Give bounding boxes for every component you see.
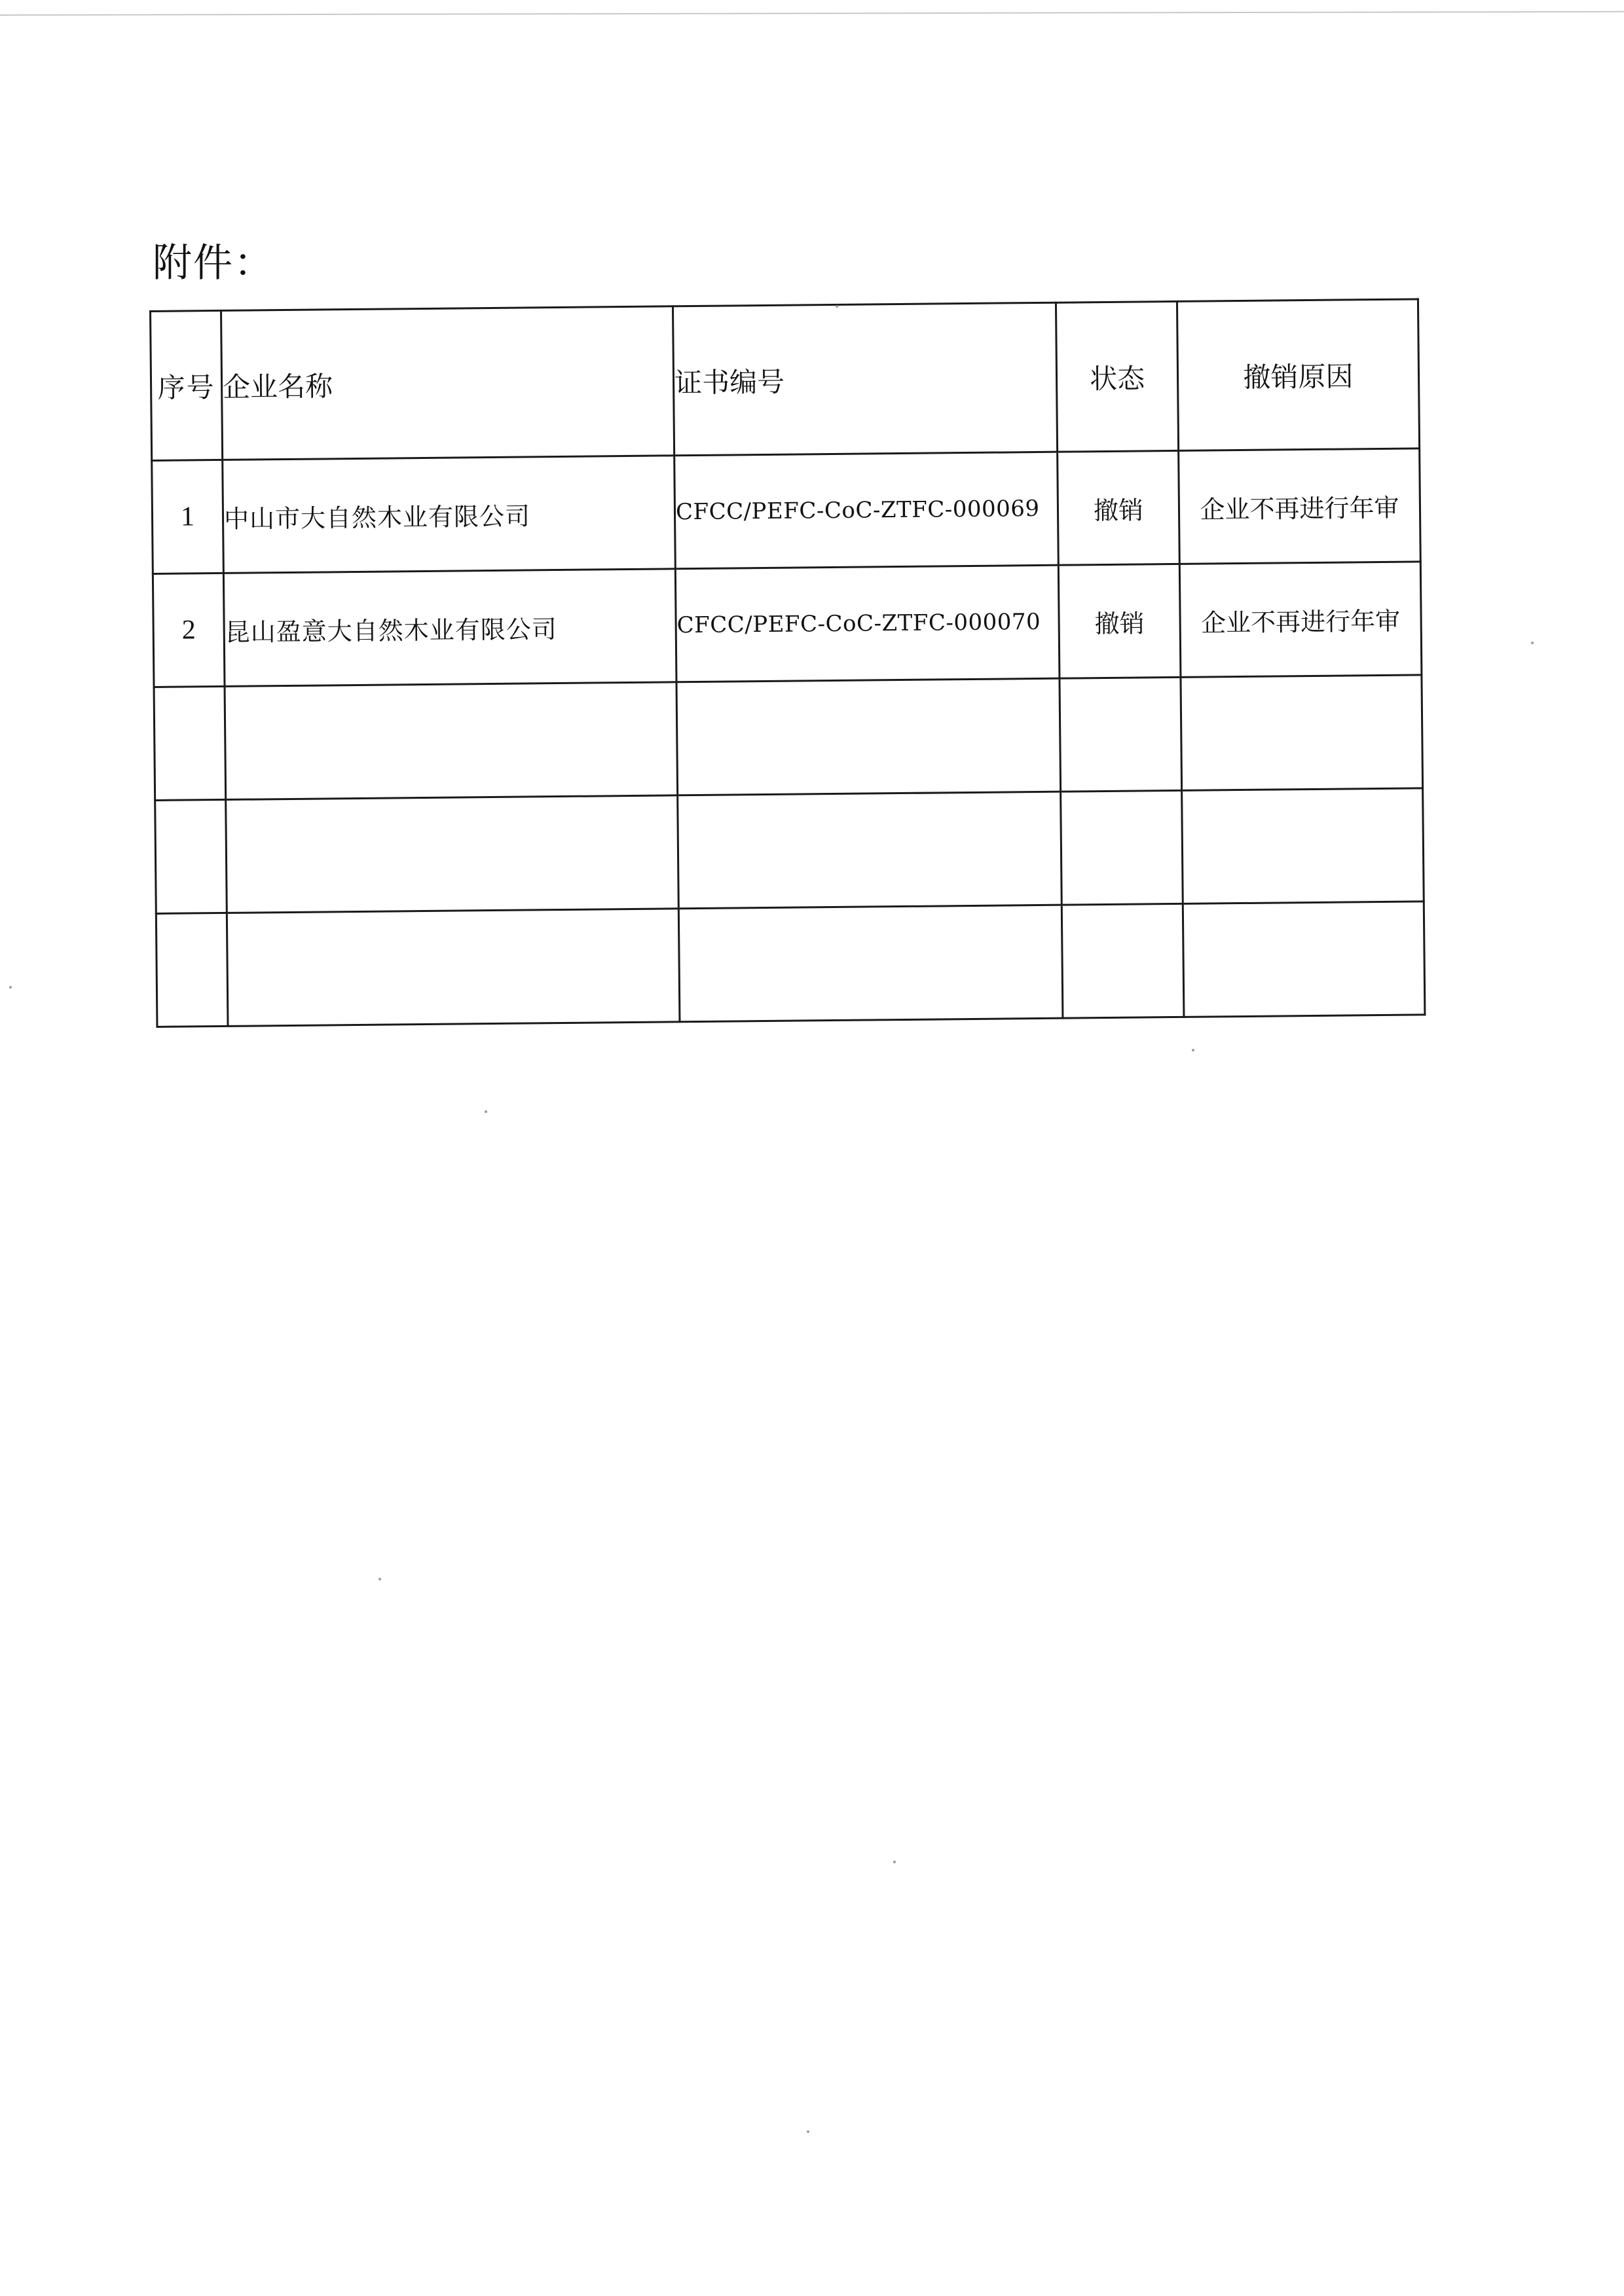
- revocation-table: [149, 298, 1426, 1028]
- table-row: [153, 562, 1422, 687]
- cell-company-name: [226, 795, 679, 913]
- cell-status: 撤销: [1058, 450, 1180, 565]
- revocation-table-container: [149, 298, 1424, 1030]
- scan-speck: [1192, 1049, 1194, 1051]
- attachment-heading: 附件：: [153, 240, 274, 286]
- scan-top-edge-line: [0, 11, 1624, 16]
- header-certificate-number: 证书编号: [673, 302, 1057, 456]
- cell-company-name: 中山市大自然木业有限公司: [223, 456, 676, 574]
- header-company-name: 企业名称: [221, 306, 674, 460]
- scan-speck: [378, 1578, 381, 1580]
- cell-seq: [156, 913, 228, 1027]
- scan-speck: [9, 986, 12, 989]
- scan-speck: [1531, 642, 1534, 644]
- cell-seq: 2: [153, 573, 225, 687]
- scan-speck: [807, 2130, 809, 2133]
- cell-revocation-reason: [1181, 675, 1423, 791]
- cell-certificate-number: [676, 678, 1061, 795]
- table-row-empty: [156, 902, 1425, 1027]
- header-revocation-reason: 撤销原因: [1177, 299, 1419, 451]
- cell-status: [1061, 903, 1184, 1018]
- table-row-empty: [154, 675, 1423, 801]
- cell-certificate-number: CFCC/PEFC-CoC-ZTFC-000070: [675, 565, 1060, 682]
- cell-company-name: [225, 682, 678, 800]
- header-seq: 序号: [151, 310, 223, 460]
- scan-speck: [485, 1110, 487, 1113]
- cell-revocation-reason: 企业不再进行年审: [1179, 448, 1421, 564]
- table-header-row: [151, 299, 1420, 461]
- cell-status: 撤销: [1058, 564, 1181, 678]
- table-row: [152, 448, 1421, 574]
- cell-revocation-reason: 企业不再进行年审: [1179, 562, 1422, 678]
- cell-status: [1060, 677, 1182, 792]
- cell-company-name: 昆山盈意大自然木业有限公司: [223, 569, 676, 687]
- cell-revocation-reason: [1183, 902, 1425, 1017]
- cell-status: [1061, 790, 1183, 905]
- cell-seq: 1: [152, 460, 224, 574]
- cell-seq: [155, 799, 227, 913]
- scan-speck: [836, 305, 838, 308]
- header-status: 状态: [1056, 301, 1178, 452]
- cell-revocation-reason: [1182, 788, 1424, 904]
- cell-certificate-number: [678, 792, 1062, 909]
- scan-speck: [893, 1861, 896, 1863]
- cell-company-name: [227, 909, 680, 1027]
- cell-certificate-number: [678, 905, 1063, 1022]
- cell-seq: [154, 686, 226, 800]
- table-row-empty: [155, 788, 1424, 914]
- cell-certificate-number: CFCC/PEFC-CoC-ZTFC-000069: [674, 452, 1059, 569]
